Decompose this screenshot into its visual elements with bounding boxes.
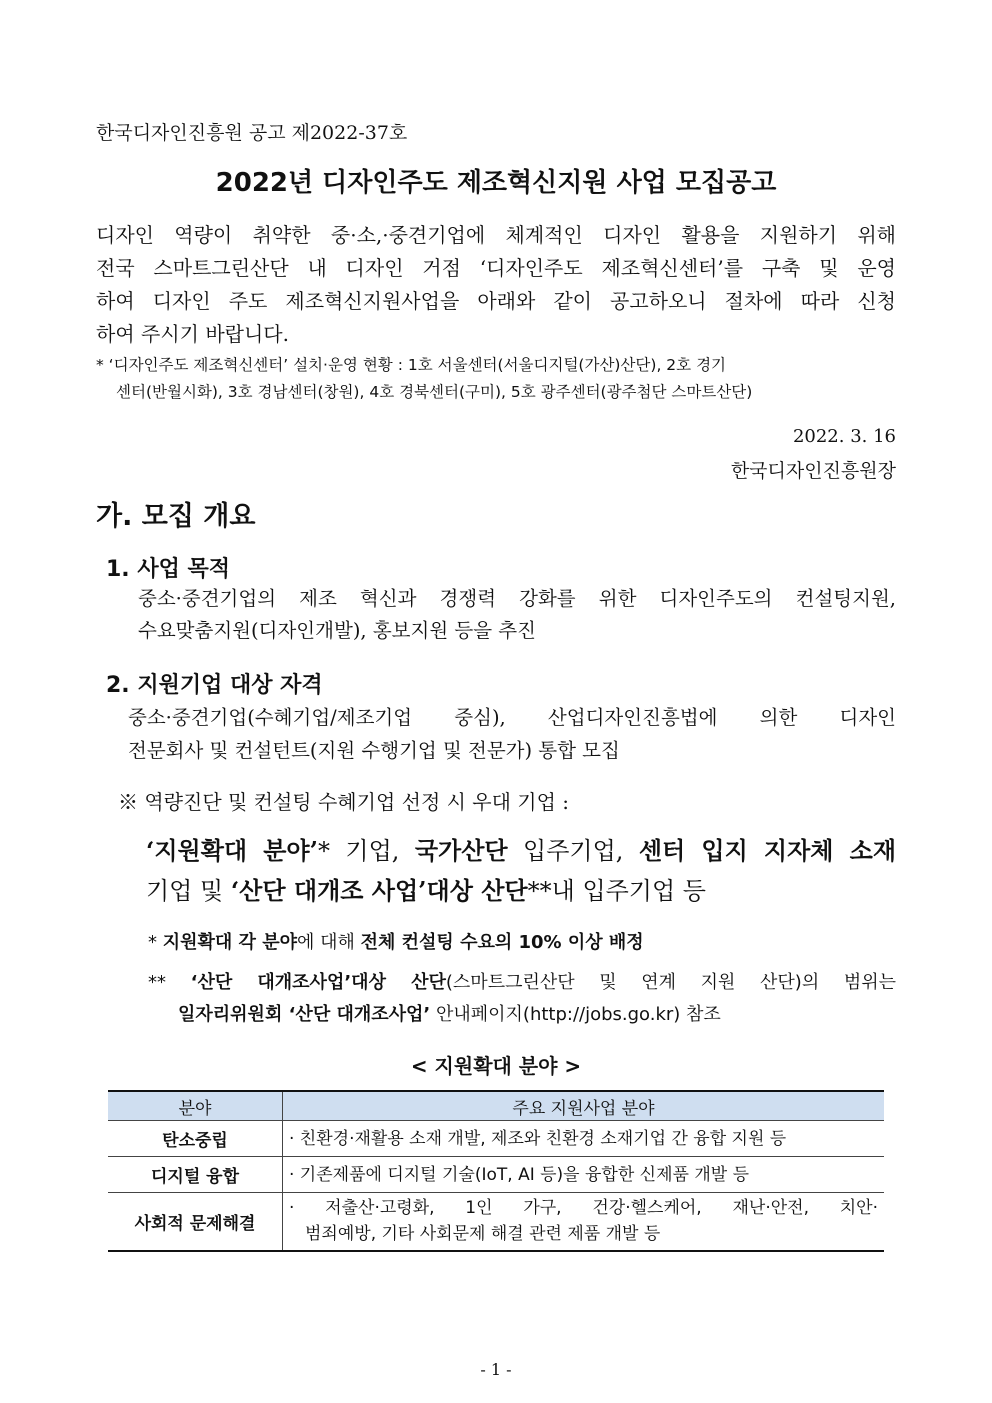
- preference-line-2: 기업 및 ‘산단 대개조 사업’대상 산단**내 입주기업 등: [146, 876, 706, 905]
- page-number: - 1 -: [480, 1360, 512, 1379]
- page-title: 2022년 디자인주도 제조혁신지원 사업 모집공고: [215, 168, 777, 198]
- preference-note-2: ** ‘산단 대개조사업’대상 산단(스마트그린산단 및 연계 지원 산단)의 범위는: [148, 972, 896, 993]
- table-caption: < 지원확대 분야 >: [410, 1054, 582, 1078]
- center-note-line-1: * ‘디자인주도 제조혁신센터’ 설치·운영 현황 : 1호 서울센터(서울디지털(가산)산단), 2호 경기: [96, 356, 727, 374]
- field-description: · 친환경·재활용 소재 개발, 제조와 친환경 소재기업 간 융합 지원 등: [283, 1121, 885, 1157]
- announcement-date: 2022. 3. 16: [792, 426, 896, 447]
- table-row: [108, 1121, 884, 1157]
- field-name: 사회적 문제해결: [108, 1193, 283, 1251]
- issuer-name: 한국디자인진흥원장: [730, 460, 896, 482]
- intro-line-4: 하여 주시기 바랍니다.: [96, 322, 289, 346]
- purpose-line-2: 수요맞춤지원(디자인개발), 홍보지원 등을 추진: [138, 619, 536, 642]
- intro-line-1: 디자인 역량이 취약한 중·소,·중견기업에 체계적인 디자인 활용을 지원하기 위해: [96, 223, 896, 247]
- preference-line-1: ‘지원확대 분야’* 기업, 국가산단 입주기업, 센터 입지 지자체 소재: [146, 836, 897, 865]
- center-note-line-2: 센터(반월시화), 3호 경남센터(창원), 4호 경북센터(구미), 5호 광주센터(광주첨단 스마트산단): [116, 383, 753, 401]
- eligibility-heading: 2. 지원기업 대상 자격: [106, 673, 323, 698]
- table-header-row: [108, 1091, 884, 1121]
- eligibility-line-1: 중소·중견기업(수혜기업/제조기업 중심), 산업디자인진흥법에 의한 디자인: [128, 706, 896, 729]
- field-name: 탄소중립: [108, 1121, 283, 1157]
- support-expansion-field: ‘지원확대 분야’: [146, 836, 318, 865]
- purpose-line-1: 중소·중견기업의 제조 혁신과 경쟁력 강화를 위한 디자인주도의 컨설팅지원,: [138, 587, 896, 610]
- field-description: · 저출산·고령화, 1인 가구, 건강·헬스케어, 재난·안전, 치안· 범죄예방, 기타 사회문제 해결 관련 제품 개발 등: [283, 1193, 885, 1251]
- header-main-program: 주요 지원사업 분야: [283, 1091, 885, 1121]
- table-row: [108, 1157, 884, 1193]
- notice-number: 한국디자인진흥원 공고 제2022-37호: [96, 122, 408, 144]
- preference-note-3: 일자리위원회 ‘산단 대개조사업’ 안내페이지(http://jobs.go.kr) 참조: [178, 1004, 721, 1025]
- jobs-link-text: 안내페이지(http://jobs.go.kr) 참조: [430, 1004, 721, 1025]
- section-title: 가. 모집 개요: [96, 501, 256, 532]
- intro-line-3: 하여 디자인 주도 제조혁신지원사업을 아래와 같이 공고하오니 절차에 따라 신청: [96, 289, 896, 313]
- field-name: 디지털 융합: [108, 1157, 283, 1193]
- purpose-heading: 1. 사업 목적: [106, 557, 230, 582]
- header-field: 분야: [108, 1091, 283, 1121]
- support-field-table: [108, 1090, 884, 1252]
- preference-note-1: * 지원확대 각 분야에 대해 전체 컨설팅 수요의 10% 이상 배정: [148, 932, 644, 953]
- preference-heading: ※ 역량진단 및 컨설팅 수혜기업 선정 시 우대 기업 :: [118, 790, 570, 814]
- intro-line-2: 전국 스마트그린산단 내 디자인 거점 ‘디자인주도 제조혁신센터’를 구축 및 운영: [96, 256, 896, 280]
- field-description: · 기존제품에 디지털 기술(IoT, AI 등)을 융합한 신제품 개발 등: [283, 1157, 885, 1193]
- eligibility-line-2: 전문회사 및 컨설턴트(지원 수행기업 및 전문가) 통합 모집: [128, 739, 620, 762]
- table-row: [108, 1193, 884, 1251]
